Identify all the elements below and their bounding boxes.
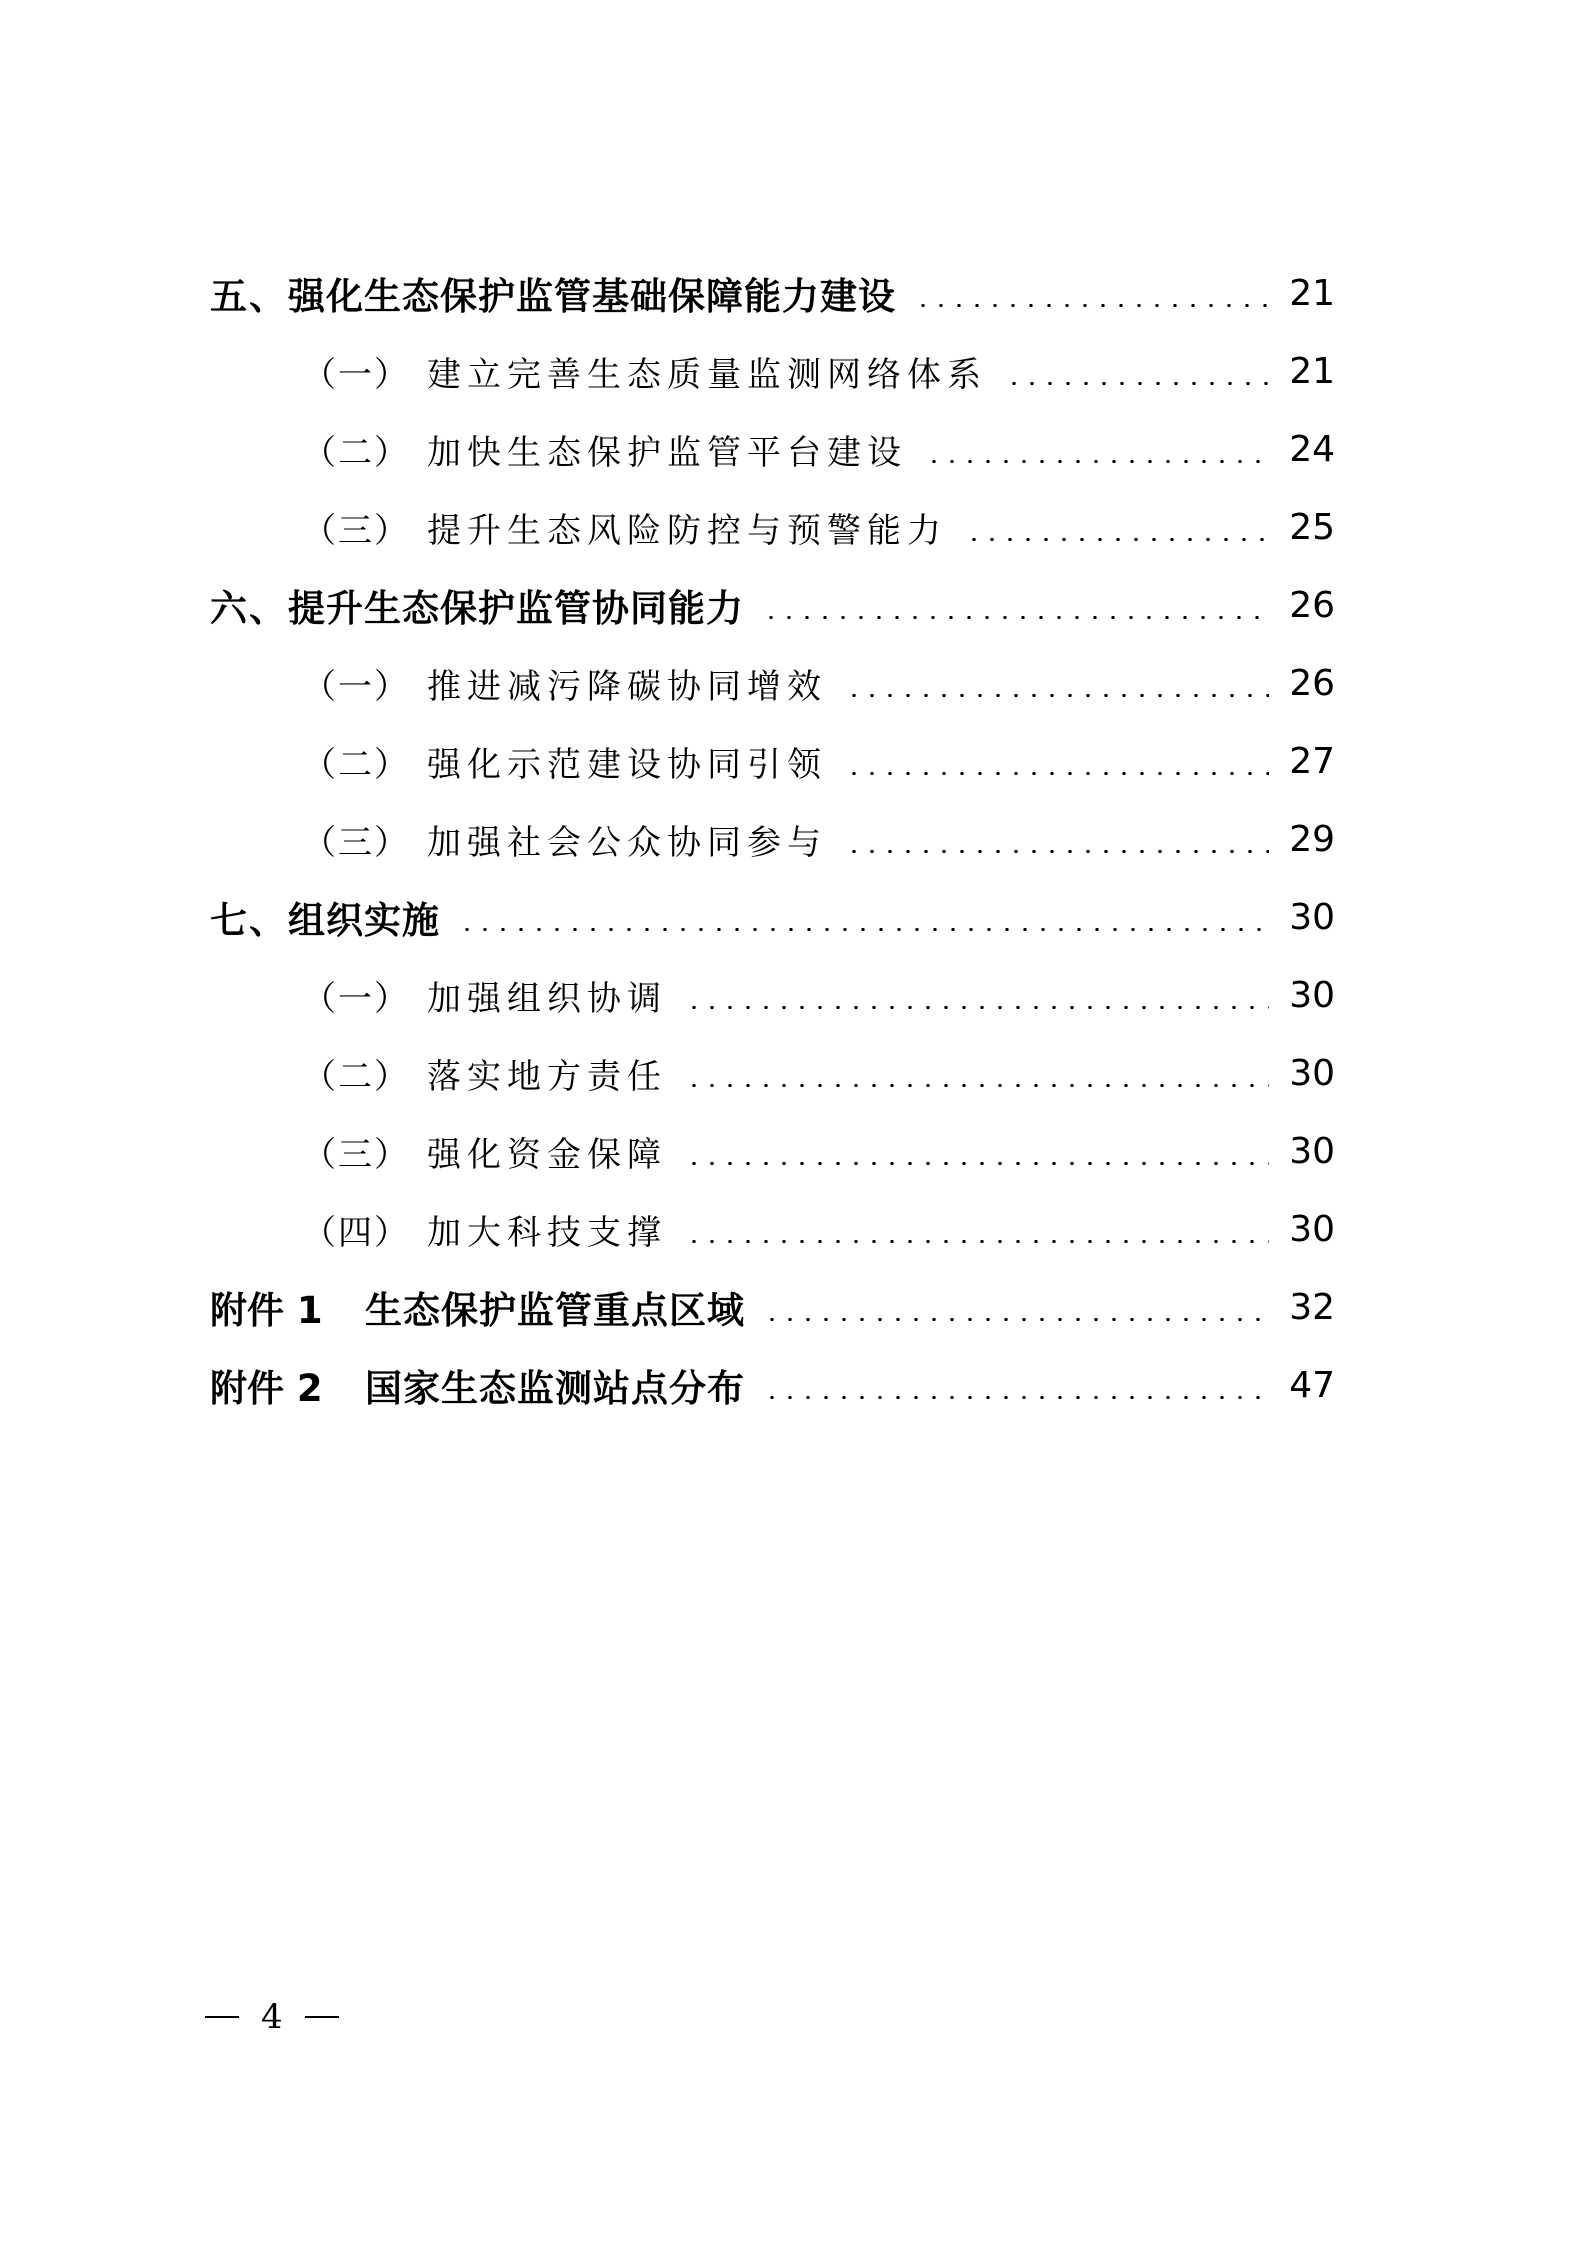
dot-leader [925,460,1269,463]
toc-entry-heading [210,1127,667,1176]
toc-entry-page: 30 [1289,974,1335,1016]
toc-entry-page: 30 [1289,896,1335,938]
page-footer [205,1992,339,2042]
toc-entry-heading [210,815,827,864]
toc-entry-title: 推进减污降碳协同增效 [427,666,827,707]
toc-entry-number: （二） [302,432,410,473]
toc-entry-page: 47 [1289,1364,1335,1406]
toc-entry-page: 21 [1289,272,1335,314]
dot-leader [762,616,1269,619]
toc-entry-heading [210,1280,745,1334]
dot-leader [1005,382,1269,385]
toc-entry-title: 强化资金保障 [427,1134,667,1175]
dot-leader [845,694,1269,697]
toc-entry-number: （三） [302,1134,410,1175]
toc-entry-page: 26 [1289,584,1335,626]
dot-leader [845,772,1269,775]
toc-entry-heading [210,737,827,786]
toc-entry-number: （一） [302,354,410,395]
toc-entry-7-4[interactable] [210,1199,1335,1259]
dot-leader [458,928,1269,931]
toc-entry-heading [210,266,896,320]
toc-entry-page: 25 [1289,506,1335,548]
toc-entry-title: 落实地方责任 [427,1056,667,1097]
toc-entry-appendix-2[interactable] [210,1355,1335,1415]
toc-entry-number: （三） [302,822,410,863]
toc-entry-heading [210,503,947,552]
toc-entry-number: （二） [302,744,410,785]
toc-entry-number: 七、 [210,899,288,942]
dot-leader [914,304,1269,307]
toc-entry-section-6[interactable] [210,575,1335,635]
toc-entry-number: 附件 1 [210,1289,323,1332]
page-number: 4 [261,1997,283,2037]
toc-entry-heading [210,659,827,708]
toc-entry-number: （一） [302,978,410,1019]
footer-dash-right [305,2016,339,2018]
toc-entry-5-1[interactable] [210,341,1335,401]
toc-entry-page: 27 [1289,740,1335,782]
toc-entry-title: 提升生态风险防控与预警能力 [427,510,947,551]
toc-entry-heading [210,425,907,474]
toc-entry-title: 提升生态保护监管协同能力 [288,587,744,630]
toc-entry-title: 强化生态保护监管基础保障能力建设 [288,275,896,318]
dot-leader [685,1006,1269,1009]
dot-leader [685,1084,1269,1087]
footer-dash-left [205,2016,239,2018]
toc-entry-7-1[interactable] [210,965,1335,1025]
toc-entry-page: 26 [1289,662,1335,704]
toc-entry-7-3[interactable] [210,1121,1335,1181]
toc-entry-title: 加快生态保护监管平台建设 [427,432,907,473]
toc-entry-page: 30 [1289,1208,1335,1250]
toc-entry-page: 24 [1289,428,1335,470]
toc-entry-heading [210,890,440,944]
toc-entry-title: 国家生态监测站点分布 [365,1367,745,1410]
toc-entry-title: 建立完善生态质量监测网络体系 [427,354,987,395]
toc-entry-title: 加强组织协调 [427,978,667,1019]
toc-entry-title: 生态保护监管重点区域 [365,1289,745,1332]
toc-entry-title: 加强社会公众协同参与 [427,822,827,863]
toc-entry-7-2[interactable] [210,1043,1335,1103]
toc-entry-page: 21 [1289,350,1335,392]
dot-leader [965,538,1269,541]
toc-entry-page: 30 [1289,1130,1335,1172]
toc-entry-number: （二） [302,1056,410,1097]
toc-entry-number: （三） [302,510,410,551]
dot-leader [685,1162,1269,1165]
toc-entry-page: 32 [1289,1286,1335,1328]
dot-leader [763,1318,1269,1321]
toc-entry-number: 五、 [210,275,288,318]
toc-entry-section-7[interactable] [210,887,1335,947]
toc-entry-heading [210,347,987,396]
toc-entry-number: 附件 2 [210,1367,323,1410]
dot-leader [845,850,1269,853]
toc-entry-number: （四） [302,1212,410,1253]
toc-entry-heading [210,1049,667,1098]
toc-entry-page: 29 [1289,818,1335,860]
toc-entry-5-3[interactable] [210,497,1335,557]
toc-entry-5-2[interactable] [210,419,1335,479]
toc-entry-page: 30 [1289,1052,1335,1094]
toc-entry-heading [210,578,744,632]
toc-entry-section-5[interactable] [210,263,1335,323]
toc-entry-title: 组织实施 [288,899,440,942]
toc-entry-6-3[interactable] [210,809,1335,869]
toc-entry-6-2[interactable] [210,731,1335,791]
dot-leader [763,1396,1269,1399]
toc-entry-appendix-1[interactable] [210,1277,1335,1337]
toc-entry-number: （一） [302,666,410,707]
toc-entry-heading [210,971,667,1020]
toc-entry-heading [210,1358,745,1412]
toc-entry-title: 加大科技支撑 [427,1212,667,1253]
toc-entry-title: 强化示范建设协同引领 [427,744,827,785]
toc-entry-heading [210,1205,667,1254]
dot-leader [685,1240,1269,1243]
toc-entry-6-1[interactable] [210,653,1335,713]
toc-entry-number: 六、 [210,587,288,630]
